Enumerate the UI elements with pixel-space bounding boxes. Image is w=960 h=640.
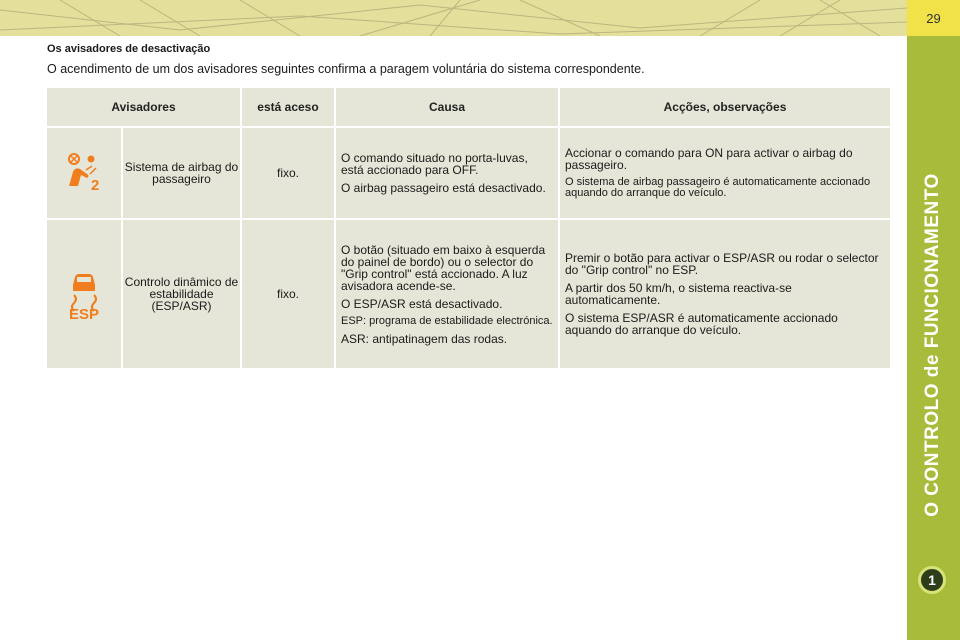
warning-lights-table xyxy=(45,86,892,370)
action-text: O sistema de airbag passageiro é automaticamente accionado aquando do arranque do veículo. xyxy=(565,176,871,199)
esp-icon-label: ESP xyxy=(68,305,100,319)
table-row xyxy=(46,127,891,219)
cause-text: O botão (situado em baixo à esquerda do painel de bordo) ou o selector do "Grip control" está accionado. A luz avisadora acende-se. xyxy=(341,242,546,293)
airbag-icon-cell xyxy=(46,127,122,219)
section-intro: O acendimento de um dos avisadores seguintes confirma a paragem voluntária do sistema correspondente. xyxy=(47,62,645,76)
svg-text:2: 2 xyxy=(91,176,100,192)
table-header-row xyxy=(46,87,891,127)
light-state: fixo. xyxy=(241,219,335,369)
action-text: O sistema ESP/ASR é automaticamente accionado aquando do arranque do veículo. xyxy=(565,311,838,337)
header-decoration xyxy=(0,0,907,36)
header-causa: Causa xyxy=(335,87,559,127)
light-state: fixo. xyxy=(241,127,335,219)
esp-off-icon xyxy=(64,267,104,319)
action-text: Accionar o comando para ON para activar o airbag do passageiro. xyxy=(565,146,853,172)
action-text: A partir dos 50 km/h, o sistema reactiva-se automaticamente. xyxy=(565,281,792,307)
cause-cell xyxy=(335,219,559,369)
page-number: 29 xyxy=(907,0,960,36)
cause-text: O airbag passageiro está desactivado. xyxy=(341,181,546,195)
action-cell xyxy=(559,127,891,219)
section-title: Os avisadores de desactivação xyxy=(47,43,211,55)
esp-icon-cell xyxy=(46,219,122,369)
header-avisadores: Avisadores xyxy=(46,87,241,127)
cause-cell xyxy=(335,127,559,219)
header-accoes: Acções, observações xyxy=(559,87,891,127)
system-name: Sistema de airbag do passageiro xyxy=(122,127,241,219)
action-cell xyxy=(559,219,891,369)
cause-text: O comando situado no porta-luvas, está accionado para OFF. xyxy=(341,151,528,177)
action-text: Premir o botão para activar o ESP/ASR ou rodar o selector do "Grip control" no ESP. xyxy=(565,251,879,277)
cause-text: ASR: antipatinagem das rodas. xyxy=(341,331,508,346)
cause-text: O ESP/ASR está desactivado. xyxy=(341,296,503,311)
chapter-badge: 1 xyxy=(918,566,946,594)
airbag-off-icon xyxy=(64,152,104,192)
header-esta-aceso: está aceso xyxy=(241,87,335,127)
chapter-title: O CONTROLO de FUNCIONAMENTO xyxy=(922,173,943,517)
system-name: Controlo dinâmico de estabilidade (ESP/ASR) xyxy=(122,219,241,369)
table-row xyxy=(46,219,891,369)
cause-text: ESP: programa de estabilidade electrónica. xyxy=(341,314,553,327)
